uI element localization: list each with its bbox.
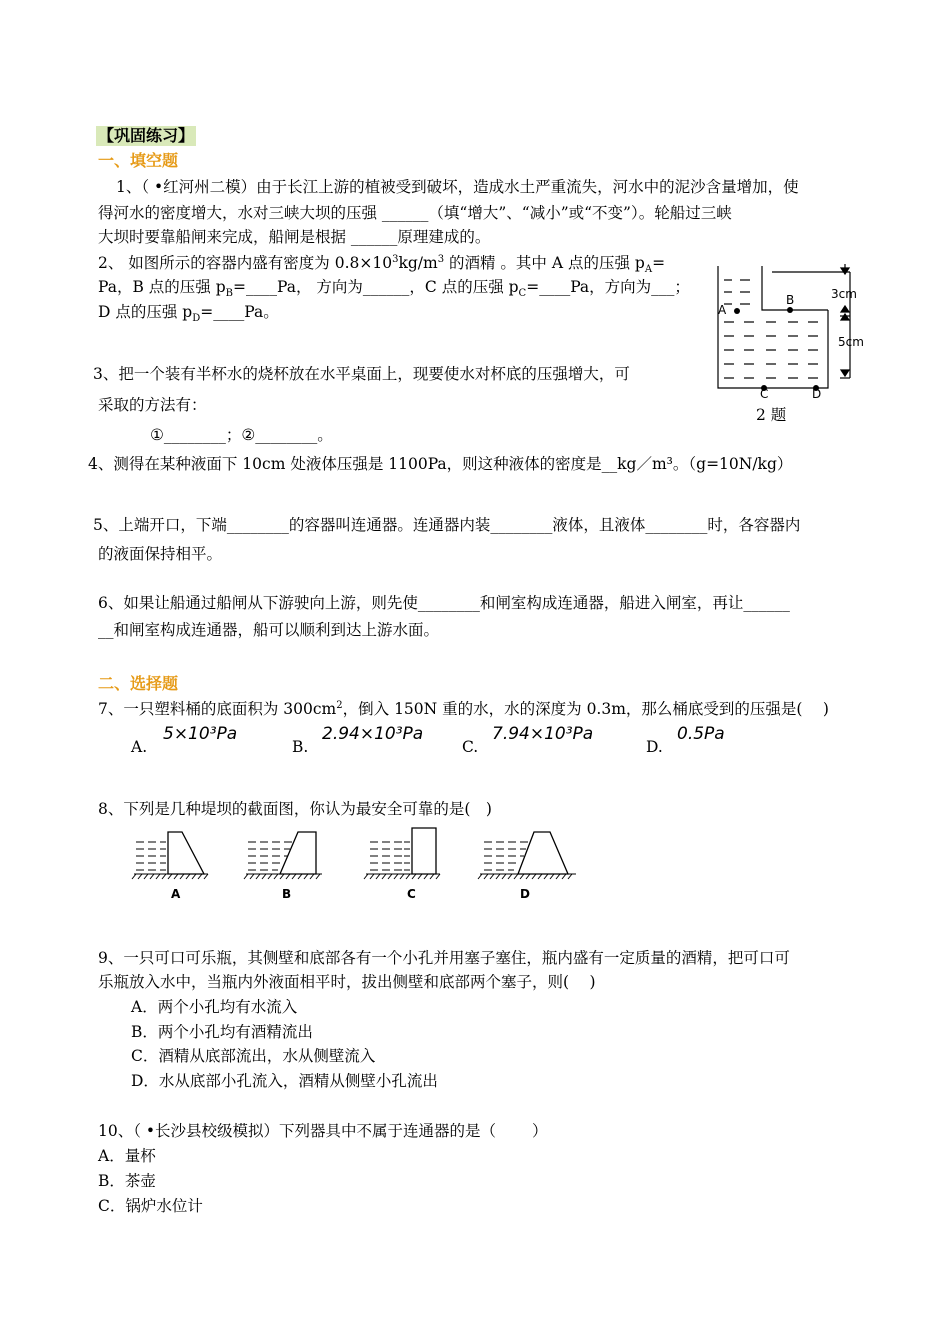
q2-line2: Pa，B 点的压强 $p_B=\_\_\_\_Pa$， 方向为______，C 点的压强 $p_C=\_\_\_\_Pa$，方向为___；: [98, 278, 690, 300]
practice-badge: 【巩固练习】: [98, 126, 195, 145]
section-choice-title: 二、选择题: [98, 674, 179, 693]
q7-option-c-value: 7.94×10³Pa: [492, 724, 594, 744]
label-c: C: [760, 387, 769, 398]
q9-line1: 9、一只可口可乐瓶，其侧壁和底部各有一个小孔并用塞子塞住，瓶内盛有一定质量的酒精，把可口可: [98, 949, 790, 967]
dam-label-c: C: [407, 887, 416, 901]
q9-option-b: B．两个小孔均有酒精流出: [131, 1023, 313, 1041]
q7-option-b-label: B.: [292, 738, 309, 756]
q6-line1: 6、如果让船通过船闸从下游驶向上游，则先使________和闸室构成连通器，船进入闸室，再让______: [98, 594, 790, 612]
q6-line2: __和闸室构成连通器，船可以顺利到达上游水面。: [98, 621, 440, 639]
q7-option-a-label: A.: [131, 738, 148, 756]
point-a: [734, 308, 740, 314]
q7-option-d-label: D.: [646, 738, 663, 756]
q7-option-d-value: 0.5Pa: [677, 724, 725, 744]
dam-a: [168, 832, 204, 874]
q10-option-a: A．量杯: [98, 1147, 156, 1165]
q3-line2: 采取的方法有：: [98, 396, 207, 414]
label-d: D: [812, 387, 822, 398]
label-3cm: 3cm: [831, 287, 857, 301]
q7-option-b-value: 2.94×10³Pa: [322, 724, 424, 744]
q7-option-c-label: C.: [462, 738, 479, 756]
q1-line2: 得河水的密度增大，水对三峡大坝的压强 ______（填“增大”、“减小”或“不变”）。轮船过三峡: [98, 204, 732, 222]
q5-line1: 5、上端开口，下端________的容器叫连通器。连通器内装________液体，且液体________时，各容器内: [93, 516, 801, 534]
q1-line3: 大坝时要靠船闸来完成，船闸是根据 ______原理建成的。: [98, 228, 491, 246]
dam-d: [518, 832, 568, 874]
q1-line1: 1、（ •红河州二模）由于长江上游的植被受到破坏，造成水土严重流失，河水中的泥沙含量增加，使: [116, 178, 799, 196]
q10-option-c: C．锅炉水位计: [98, 1197, 203, 1215]
label-5cm: 5cm: [838, 335, 864, 349]
point-b: [787, 307, 793, 313]
q10-option-b: B．茶壶: [98, 1172, 156, 1190]
section-fill-in-title: 一、填空题: [98, 151, 179, 170]
q9-option-c: C．酒精从底部流出，水从侧壁流入: [131, 1047, 376, 1065]
dam-figures: [130, 822, 580, 904]
container-figure: [710, 258, 880, 398]
q10-text: 10、（ •长沙县校级模拟）下列器具中不属于连通器的是（ ）: [98, 1122, 548, 1140]
figure-caption: 2 题: [756, 406, 787, 424]
q9-option-a: A．两个小孔均有水流入: [131, 998, 298, 1016]
dam-label-d: D: [520, 887, 530, 901]
q3-line3: ①________；②________。: [150, 426, 333, 444]
q7-option-a-value: 5×10³Pa: [163, 724, 238, 744]
dam-label-b: B: [282, 887, 292, 901]
q9-line2: 乐瓶放入水中，当瓶内外液面相平时，拔出侧壁和底部两个塞子，则( ): [98, 973, 596, 991]
dam-b: [280, 832, 316, 874]
q4-text: 4、测得在某种液面下 10cm 处液体压强是 1100Pa，则这种液体的密度是__kg／m³。（g=10N/kg）: [88, 455, 793, 473]
label-a: A: [718, 303, 727, 317]
q2-line1: 2、 如图所示的容器内盛有密度为 $0.8\times 10^3kg/m^3$ 的酒精 。其中 A 点的压强 $p_A=$: [98, 253, 666, 276]
q5-line2: 的液面保持相平。: [98, 545, 223, 563]
q3-line1: 3、把一个装有半杯水的烧杯放在水平桌面上，现要使水对杯底的压强增大，可: [93, 365, 630, 383]
q9-option-d: D．水从底部小孔流入，酒精从侧壁小孔流出: [131, 1072, 438, 1090]
dam-c: [412, 828, 436, 874]
label-b: B: [786, 293, 795, 307]
q2-line3: D 点的压强 $p_D=\_\_\_\_Pa$。: [98, 303, 279, 325]
q8-text: 8、下列是几种堤坝的截面图，你认为最安全可靠的是( ): [98, 800, 492, 818]
q7-text: 7、一只塑料桶的底面积为 $300cm^2$，倒入 150N 重的水，水的深度为 0.3m，那么桶底受到的压强是( ): [98, 699, 829, 718]
dam-label-a: A: [171, 887, 181, 901]
